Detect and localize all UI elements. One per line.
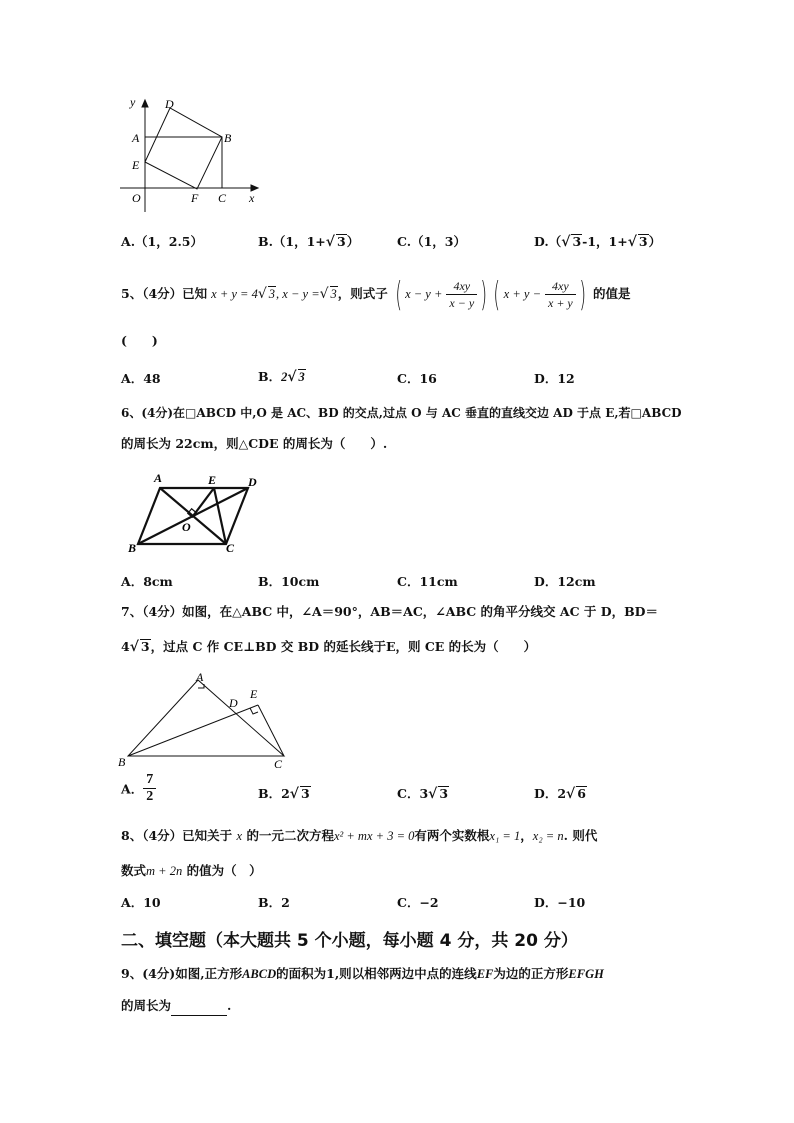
- segment-be: [128, 705, 258, 756]
- q8-line1: 8、（4分）已知关于 x 的一元二次方程x² + mx + 3 = 0有两个实数根x₁ = 1，x₂ = n. 则代: [121, 828, 598, 843]
- fig6-label-o: O: [182, 520, 191, 534]
- fig7-label-c: C: [274, 757, 283, 771]
- fig4-label-a: A: [132, 131, 140, 145]
- q8-line2: 数式m + 2n 的值为（ ）: [121, 863, 262, 878]
- fig4-label-x: x: [249, 191, 255, 205]
- fig4-label-f: F: [191, 191, 199, 205]
- square-defb: [145, 108, 222, 189]
- q5-option-a: A．48: [121, 371, 161, 386]
- q6-parallelogram-figure: [122, 468, 272, 560]
- q6-option-a: A．8cm: [121, 574, 173, 589]
- q7-option-c: C．3√ 3: [397, 786, 449, 802]
- q7-option-d: D．2√ 6: [534, 786, 586, 802]
- fig4-label-e: E: [132, 158, 140, 172]
- right-angle-e: [250, 708, 258, 714]
- q8-option-c: C．−2: [397, 895, 439, 910]
- q7-option-a: A． $\frac{7}{2}$: [121, 772, 156, 805]
- q8-option-b: B．2: [258, 895, 290, 910]
- q5-option-d: D．12: [534, 371, 575, 386]
- fig6-label-e: E: [208, 473, 217, 487]
- q9-answer-blank[interactable]: [171, 1001, 227, 1016]
- q7-triangle-figure: [116, 668, 296, 772]
- q8-option-d: D．−10: [534, 895, 586, 910]
- q4-coordinate-figure: [112, 92, 272, 212]
- fig7-label-e: E: [250, 687, 258, 701]
- fig6-label-d: D: [248, 475, 257, 489]
- fig4-label-c: C: [218, 191, 227, 205]
- q9-line1: 9、(4分)如图,正方形ABCD的面积为1,则以相邻两边中点的连线EF为边的正方形EFGH: [121, 966, 604, 981]
- q4-option-d: D.（√ 3-1，1+√ 3）: [534, 234, 662, 250]
- fig7-label-d: D: [229, 696, 238, 710]
- fig4-label-b: B: [224, 131, 232, 145]
- q7-option-b: B．2√ 3: [258, 786, 310, 802]
- section2-title: 二、填空题（本大题共 5 个小题，每小题 4 分，共 20 分）: [121, 931, 578, 951]
- triangle-abc: [128, 680, 284, 756]
- y-axis-arrow: [142, 100, 148, 107]
- fig7-label-b: B: [118, 755, 126, 769]
- q4-option-a: A.（1，2.5）: [121, 234, 203, 249]
- fig6-label-a: A: [154, 471, 163, 485]
- q5-question: 5、（4分）已知 x + y = 4√ 3, x − y =√ 3，则式子 ( x − y + $\frac{4xy}{x - y}$ ) ( x + y − $\frac{4xy}{x + y}$ ) 的值是: [121, 274, 631, 315]
- q6-line1: 6、(4分)在□ABCD 中,O 是 AC、BD 的交点,过点 O 与 AC 垂直的直线交边 AD 于点 E,若□ABCD: [121, 406, 682, 420]
- q6-option-c: C．11cm: [397, 574, 458, 589]
- segment-ec: [258, 705, 284, 756]
- q4-option-c: C.（1，3）: [397, 234, 466, 249]
- fig4-label-o: O: [132, 191, 141, 205]
- q9-line2: 的周长为 .: [121, 996, 231, 1016]
- fig4-label-d: D: [165, 97, 174, 111]
- q5-option-b: B．2√ 3: [258, 369, 305, 385]
- fig7-label-a: A: [196, 670, 204, 684]
- q6-line2: 的周长为 22cm，则△CDE 的周长为（ ）.: [121, 436, 388, 451]
- q7-line1: 7、（4分）如图，在△ABC 中，∠A＝90°，AB＝AC，∠ABC 的角平分线交 AC 于 D，BD＝: [121, 604, 659, 619]
- q8-option-a: A．10: [121, 895, 161, 910]
- fig6-label-c: C: [226, 541, 235, 555]
- q7-line2: 4√ 3，过点 C 作 CE⊥BD 交 BD 的延长线于E，则 CE 的长为（ ）: [121, 639, 537, 655]
- q5-answer-paren: ( ): [121, 333, 158, 348]
- q4-option-b: B.（1，1+√ 3）: [258, 234, 360, 250]
- q6-option-d: D．12cm: [534, 574, 596, 589]
- q6-option-b: B．10cm: [258, 574, 320, 589]
- q5-option-c: C．16: [397, 371, 437, 386]
- fig6-label-b: B: [128, 541, 137, 555]
- fig4-label-y: y: [130, 95, 136, 109]
